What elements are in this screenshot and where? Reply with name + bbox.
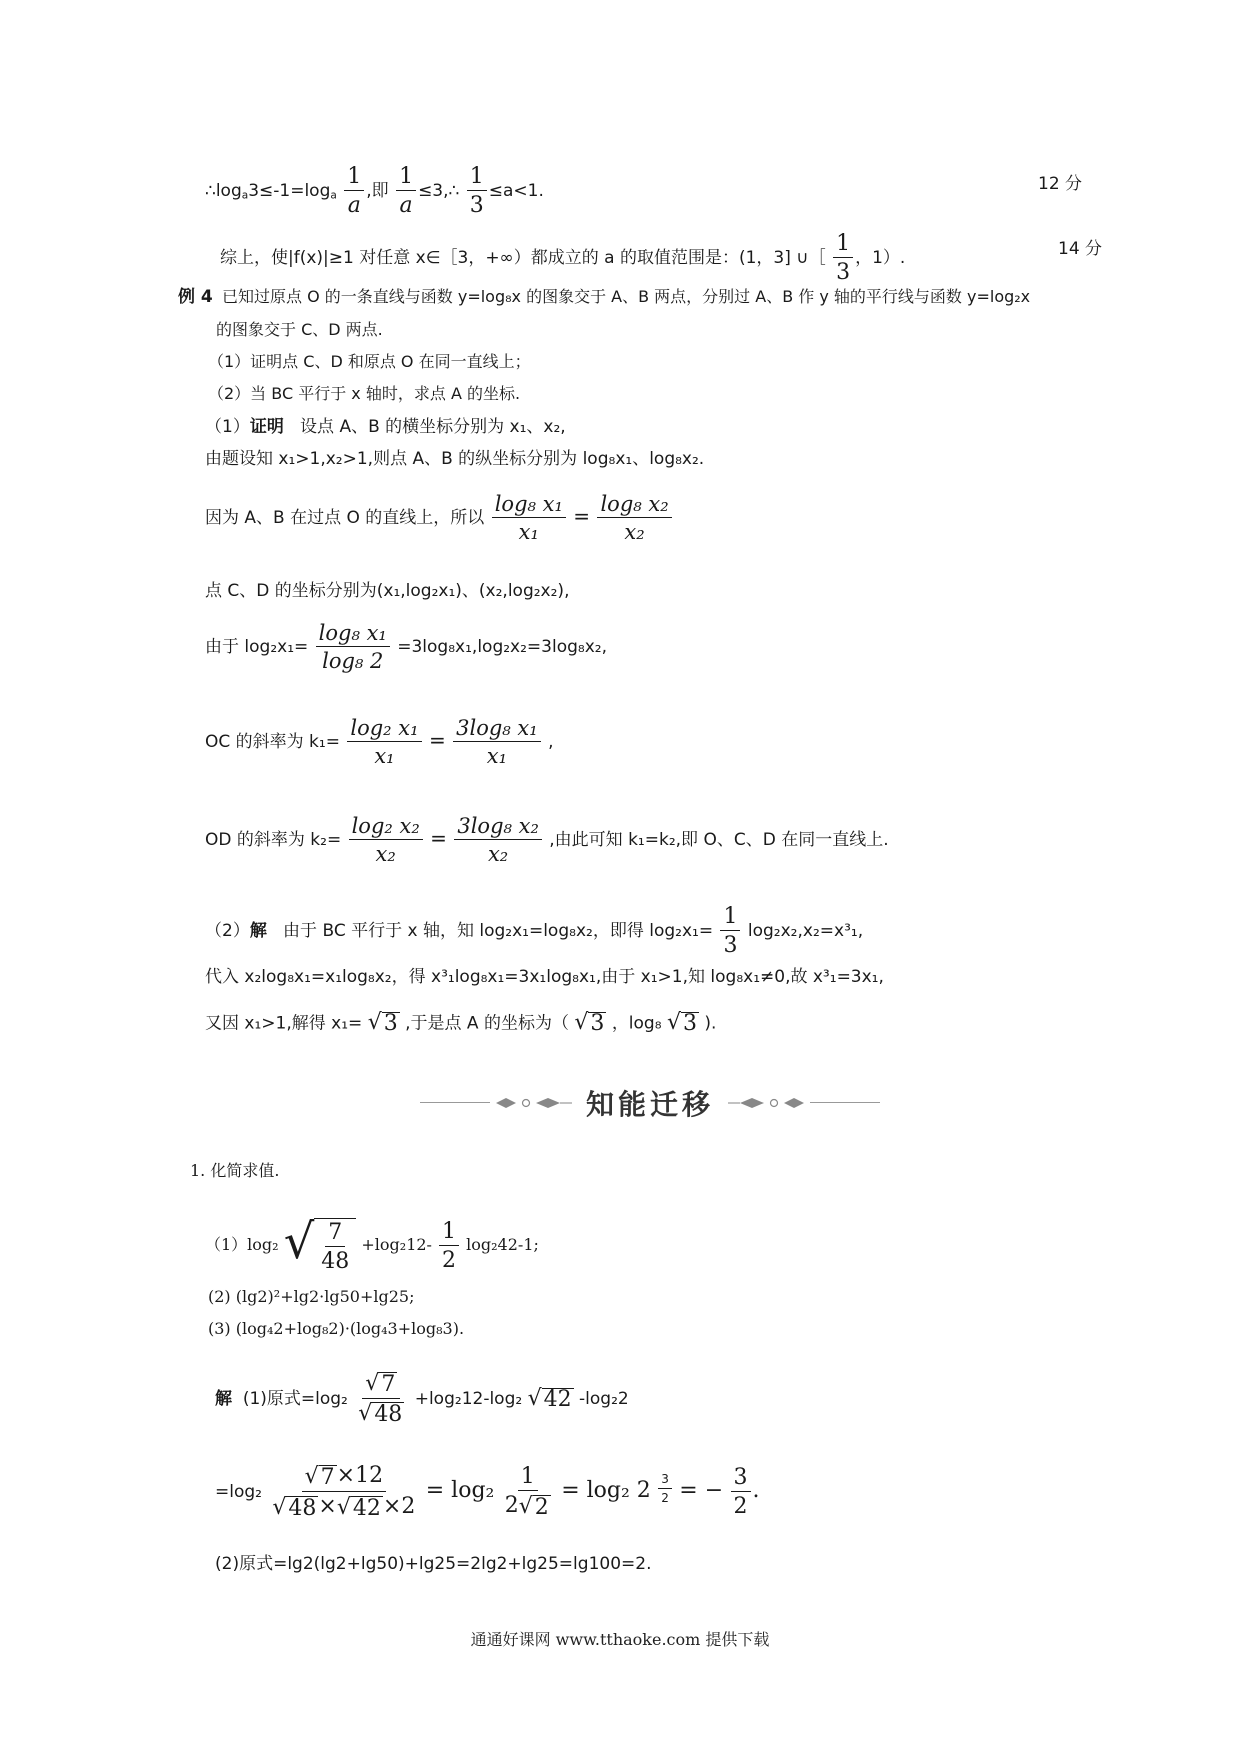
example-4-label: 例 4 <box>178 287 213 307</box>
solution-step-5: 由于 log₂x₁= $\frac{\text{log₈ x₁}}{\text{log₈ 2}}$ =3log₈x₁,log₂x₂=3log₈x₂, <box>205 621 607 674</box>
example-4-question-1: （1）证明点 C、D 和原点 O 在同一直线上； <box>208 352 531 371</box>
ornament-left-icon <box>492 1093 572 1113</box>
example-4-text-2: 的图象交于 C、D 两点. <box>216 320 383 339</box>
page-footer: 通通好课网 www.tthaoke.com 提供下载 <box>470 1630 770 1649</box>
solution-step-8: （2）解 由于 BC 平行于 x 轴，知 log₂x₁=log₈x₂，即得 log₂x₁= $\frac{1}{3}$ log₂x₂,x₂=x³₁, <box>205 904 864 959</box>
score-12: 12 分 <box>1038 174 1083 194</box>
fraction: $\frac{1}{a}$ <box>396 165 416 217</box>
exercise-1-title: 1. 化简求值. <box>190 1161 280 1180</box>
exercise-1-item-1: （1）log₂ √ $\frac{7}{48}$ +log₂12- $\frac{1}{2}$ log₂42-1; <box>205 1214 539 1275</box>
solution-step-2: 由题设知 x₁>1,x₂>1,则点 A、B 的纵坐标分别为 log₈x₁、log₈x₂. <box>205 449 705 469</box>
example-4-text-1: 已知过原点 O 的一条直线与函数 y=log₈x 的图象交于 A、B 两点，分别过 A、B 作 y 轴的平行线与函数 y=log₂x <box>222 287 1031 306</box>
solution-line-inequality: $\therefore\log_a3\le-1=\log_a$ $\frac{1}{a}$ ,即 $\frac{1}{a}$ ≤3,∴ $\frac{1}{3}$ ≤a<1. <box>205 164 544 219</box>
conclusion-line: 综上，使|f(x)|≥1 对任意 x∈［3，+∞）都成立的 a 的取值范围是：(1，3] ∪［ $\frac{1}{3}$ ，1）. <box>220 231 906 286</box>
fraction: $\frac{1}{3}$ <box>467 165 487 217</box>
section-title: 知能迁移 <box>585 1088 714 1121</box>
answer-line-1: 解 (1)原式=log₂ √ 7 √ 48 +log₂12-log₂ √ 42 -log₂2 <box>215 1371 629 1428</box>
solution-step-9: 代入 x₂log₈x₁=x₁log₈x₂，得 x³₁log₈x₁=3x₁log₈x₁,由于 x₁>1,知 log₈x₁≠0,故 x³₁=3x₁, <box>205 967 884 987</box>
solution-step-7: OD 的斜率为 k₂= $\frac{\text{log₂ x₂}}{\text{x₂}}$ = $\frac{\text{3log₈ x₂}}{\text{x₂}}$ ,由此可知 k₁=k₂,即 O、C、D 在同一直线上. <box>205 814 889 867</box>
section-heading <box>420 1083 880 1123</box>
example-4-question-2: （2）当 BC 平行于 x 轴时，求点 A 的坐标. <box>208 384 521 403</box>
solution-step-10: 又因 x₁>1,解得 x₁= √ 3 ,于是点 A 的坐标为（ √ 3 ，log₈ √ 3 ). <box>205 1010 717 1036</box>
exercise-1-item-3: (3) (log₄2+log₈2)·(log₄3+log₈3). <box>208 1319 465 1338</box>
solution-step-4: 点 C、D 的坐标分别为(x₁,log₂x₁)、(x₂,log₂x₂), <box>205 581 570 601</box>
fraction: $\frac{1}{a}$ <box>344 165 364 217</box>
ornament-right-icon <box>728 1093 808 1113</box>
score-14: 14 分 <box>1058 239 1103 259</box>
answer-line-3: (2)原式=lg2(lg2+lg50)+lg25=2lg2+lg25=lg100=2. <box>215 1554 652 1574</box>
solution-step-6: OC 的斜率为 k₁= $\frac{\text{log₂ x₁}}{\text{x₁}}$ = $\frac{\text{3log₈ x₁}}{\text{x₁}}$ , <box>205 716 554 769</box>
answer-line-2: =log₂ √ 7 ×12 √ 48 × √ 42 ×2 = log₂ 1 2 √ 2 = log₂ 2 $\frac{3}{2}$ = − $\frac{3}{2}$ . <box>215 1463 760 1521</box>
exercise-1-item-2: (2) (lg2)²+lg2·lg50+lg25; <box>208 1287 415 1306</box>
solution-step-1: （1）证明 设点 A、B 的横坐标分别为 x₁、x₂, <box>205 417 566 437</box>
solution-step-3: 因为 A、B 在过点 O 的直线上，所以 $\frac{\text{log₈ x₁}}{\text{x₁}}$ = $\frac{\text{log₈ x₂}}{\text{x₂}}$ <box>205 493 674 543</box>
fraction: $\frac{1}{3}$ <box>833 232 853 284</box>
